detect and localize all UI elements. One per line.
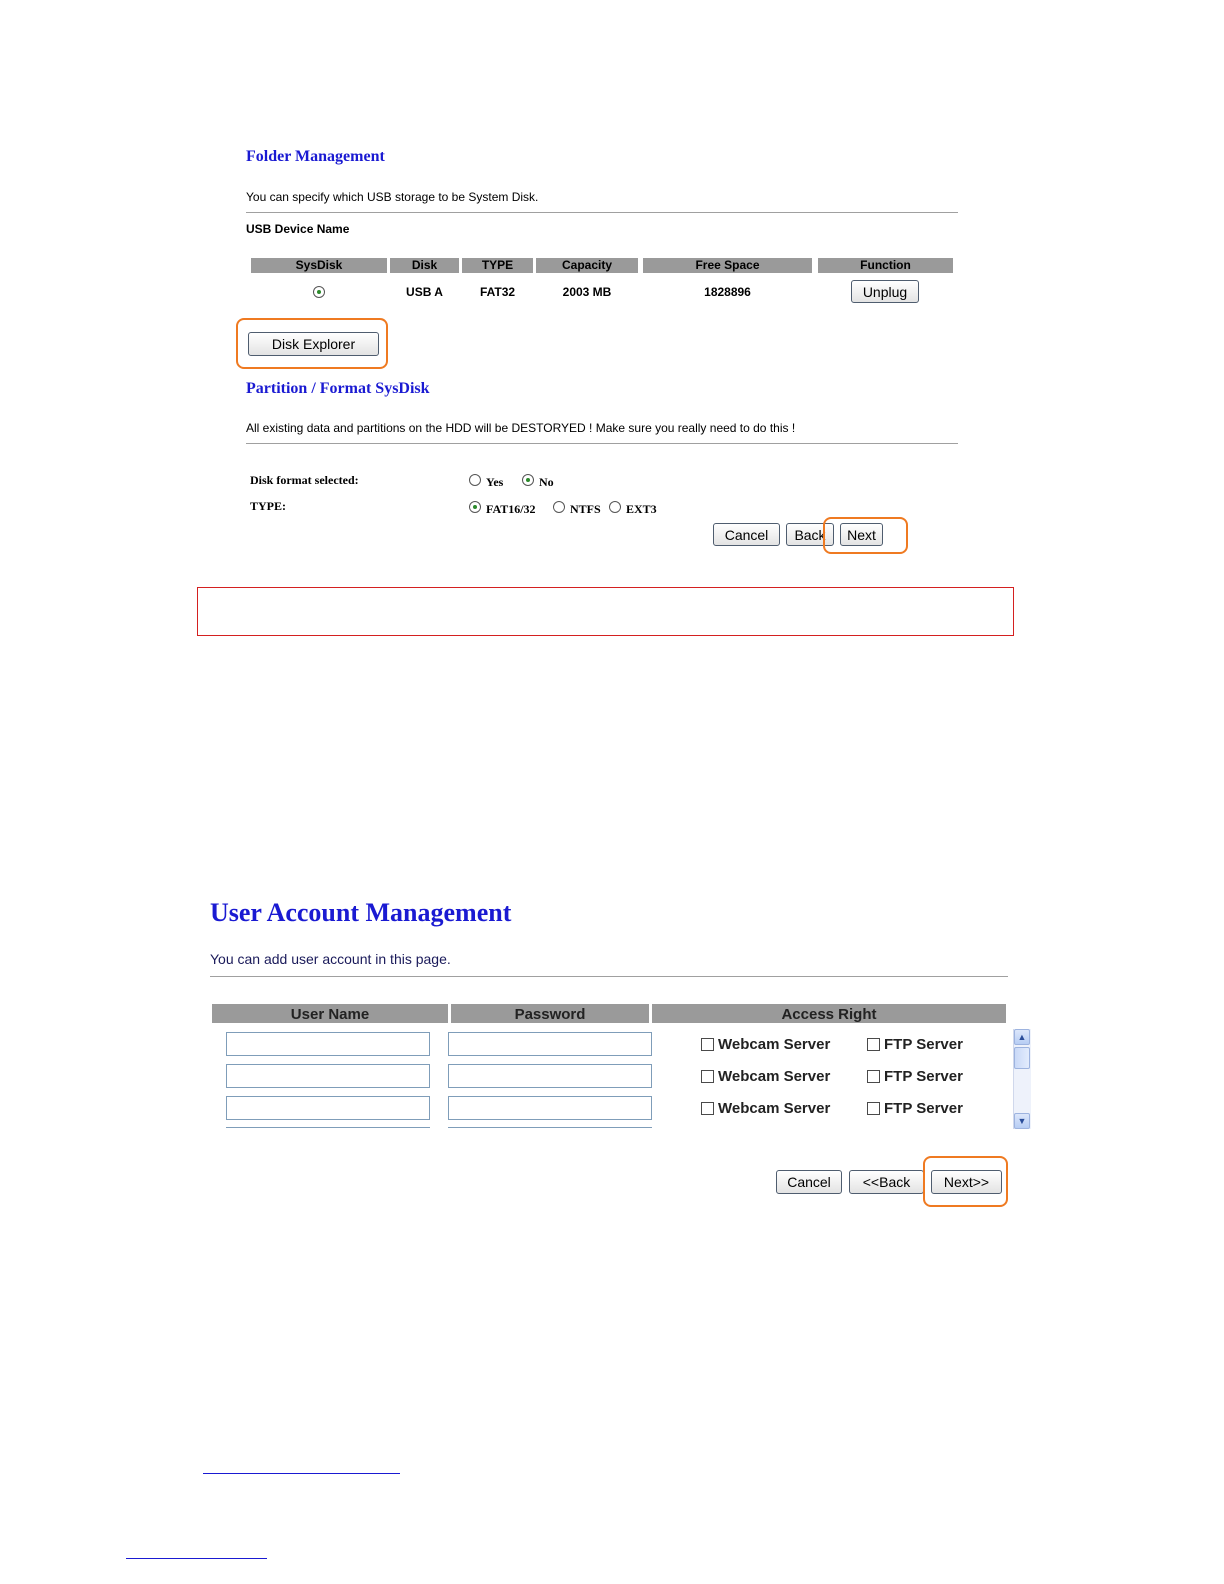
ftp-server-checkbox[interactable] (867, 1070, 880, 1083)
table-header-free-space: Free Space (643, 258, 812, 273)
highlight-next (823, 517, 908, 554)
next-button[interactable]: Next (840, 523, 883, 546)
free-space-value: 1828896 (704, 285, 751, 299)
ftp-server-label: FTP Server (884, 1100, 963, 1117)
password-input-partial (448, 1127, 652, 1130)
table-header-function: Function (818, 258, 953, 273)
password-input[interactable] (448, 1032, 652, 1056)
disk-format-yes-radio[interactable] (469, 474, 481, 486)
scroll-down-icon[interactable]: ▼ (1014, 1113, 1030, 1129)
table-header-user-name: User Name (212, 1004, 448, 1023)
type-ntfs-radio[interactable] (553, 501, 565, 513)
webcam-server-label: Webcam Server (718, 1036, 831, 1053)
user-name-input[interactable] (226, 1032, 430, 1056)
sysdisk-radio[interactable] (313, 286, 325, 298)
table-header-password: Password (451, 1004, 649, 1023)
password-input[interactable] (448, 1064, 652, 1088)
folder-management-description: You can specify which USB storage to be System Disk. (246, 190, 539, 204)
webcam-server-label: Webcam Server (718, 1100, 831, 1117)
ftp-server-label: FTP Server (884, 1036, 963, 1053)
webcam-server-checkbox[interactable] (701, 1102, 714, 1115)
back-button[interactable]: Back (786, 523, 834, 546)
type-ext3-radio[interactable] (609, 501, 621, 513)
type-fat-radio[interactable] (469, 501, 481, 513)
disk-format-yes-label: Yes (486, 475, 504, 489)
divider (210, 976, 1008, 977)
user-account-description: You can add user account in this page. (210, 951, 451, 967)
ftp-server-label: FTP Server (884, 1068, 963, 1085)
cancel-button[interactable]: Cancel (776, 1170, 842, 1194)
user-name-input[interactable] (226, 1096, 430, 1120)
divider (246, 443, 958, 444)
password-input[interactable] (448, 1096, 652, 1120)
partition-warning: All existing data and partitions on the HDD will be DESTORYED ! Make sure you really need to do this ! (246, 421, 796, 435)
back-button[interactable]: <<Back (849, 1170, 924, 1194)
type-ext3-label: EXT3 (626, 502, 657, 516)
unplug-button[interactable]: Unplug (851, 280, 919, 303)
webcam-server-checkbox[interactable] (701, 1038, 714, 1051)
table-header-access-right: Access Right (652, 1004, 1006, 1023)
ftp-server-checkbox[interactable] (867, 1102, 880, 1115)
footnote-rule (126, 1558, 267, 1559)
disk-format-no-radio[interactable] (522, 474, 534, 486)
partition-format-title: Partition / Format SysDisk (246, 380, 430, 397)
disk-value: USB A (406, 285, 443, 299)
divider (246, 212, 958, 213)
type-ntfs-label: NTFS (570, 502, 601, 516)
table-header-disk: Disk (390, 258, 459, 273)
highlight-next (923, 1156, 1008, 1207)
table-header-type: TYPE (462, 258, 533, 273)
cancel-button[interactable]: Cancel (713, 523, 780, 546)
type-value: FAT32 (479, 285, 516, 299)
table-header-sysdisk: SysDisk (251, 258, 387, 273)
folder-management-title: Folder Management (246, 148, 385, 165)
user-name-input-partial (226, 1127, 430, 1130)
footnote-rule (203, 1473, 400, 1474)
scroll-up-icon[interactable]: ▲ (1014, 1029, 1030, 1045)
disk-explorer-button[interactable]: Disk Explorer (248, 332, 379, 356)
user-name-input[interactable] (226, 1064, 430, 1088)
webcam-server-checkbox[interactable] (701, 1070, 714, 1083)
type-label: TYPE: (250, 499, 286, 513)
table-header-capacity: Capacity (536, 258, 638, 273)
usb-device-name-label: USB Device Name (246, 222, 350, 236)
disk-format-label: Disk format selected: (250, 473, 359, 487)
type-fat-label: FAT16/32 (486, 502, 536, 516)
red-frame (197, 587, 1014, 636)
scrollbar-thumb[interactable] (1014, 1047, 1030, 1069)
ftp-server-checkbox[interactable] (867, 1038, 880, 1051)
next-button[interactable]: Next>> (931, 1170, 1002, 1194)
webcam-server-label: Webcam Server (718, 1068, 831, 1085)
capacity-value: 2003 MB (562, 285, 612, 299)
user-account-title: User Account Management (210, 898, 512, 927)
disk-format-no-label: No (539, 475, 554, 489)
